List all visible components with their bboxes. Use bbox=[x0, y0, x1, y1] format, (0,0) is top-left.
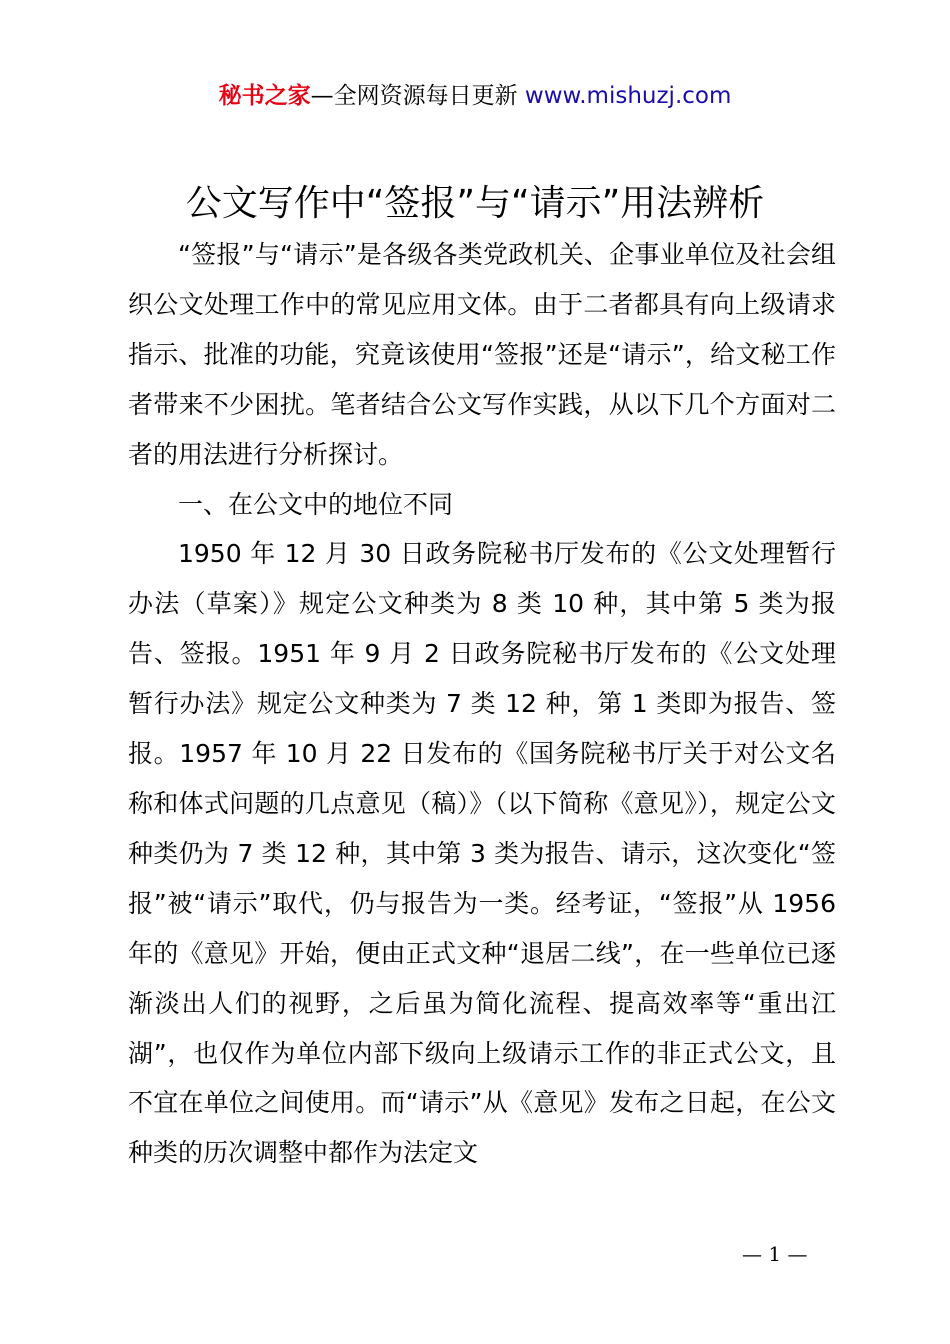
header-tagline: —全网资源每日更新 bbox=[310, 83, 525, 109]
section-heading: 一、在公文中的地位不同 bbox=[178, 489, 454, 519]
document-body bbox=[128, 230, 836, 1178]
document-title: 公文写作中“签报”与“请示”用法辨析 bbox=[185, 183, 765, 224]
paragraph-intro: “签报”与“请示”是各级各类党政机关、企事业单位及社会组织公文处理工作中的常见应用文体。由于二者都具有向上级请求指示、批准的功能，究竟该使用“签报”还是“请示”，给文秘工作者带来不少困扰。笔者结合公文写作实践，从以下几个方面对二者的用法进行分析探讨。 bbox=[128, 240, 836, 469]
site-url[interactable]: www.mishuzj.com bbox=[524, 83, 732, 109]
paragraph-history: 1950 年 12 月 30 日政务院秘书厅发布的《公文处理暂行办法（草案）》规定公文种类为 8 类 10 种，其中第 5 类为报告、签报。1951 年 9 月 2 日政务院秘书厅发布的《公文处理暂行办法》规定公文种类为 7 类 12 种，第 1 类即为报告、签报。1957 年 10 月 22 日发布的《国务院秘书厅关于对公文名称和体式问题的几点意见（稿）》（以下简称《意见》），规定公文种类仍为 7 类 12 种，其中第 3 类为报告、请示，这次变化“签报”被“请示”取代，仍与报告为一类。经考证，“签报”从 1956 年的《意见》开始，便由正式文种“退居二线”，在一些单位已逐渐淡出人们的视野，之后虽为简化流程、提高效率等“重出江湖”，也仅作为单位内部下级向上级请示工作的非正式公文，且不宜在单位之间使用。而“请示”从《意见》发布之日起，在公文种类的历次调整中都作为法定文 bbox=[128, 539, 836, 1168]
page-number: — 1 — bbox=[742, 1242, 808, 1266]
site-header bbox=[0, 80, 950, 112]
brand-name: 秘书之家 bbox=[218, 83, 311, 109]
